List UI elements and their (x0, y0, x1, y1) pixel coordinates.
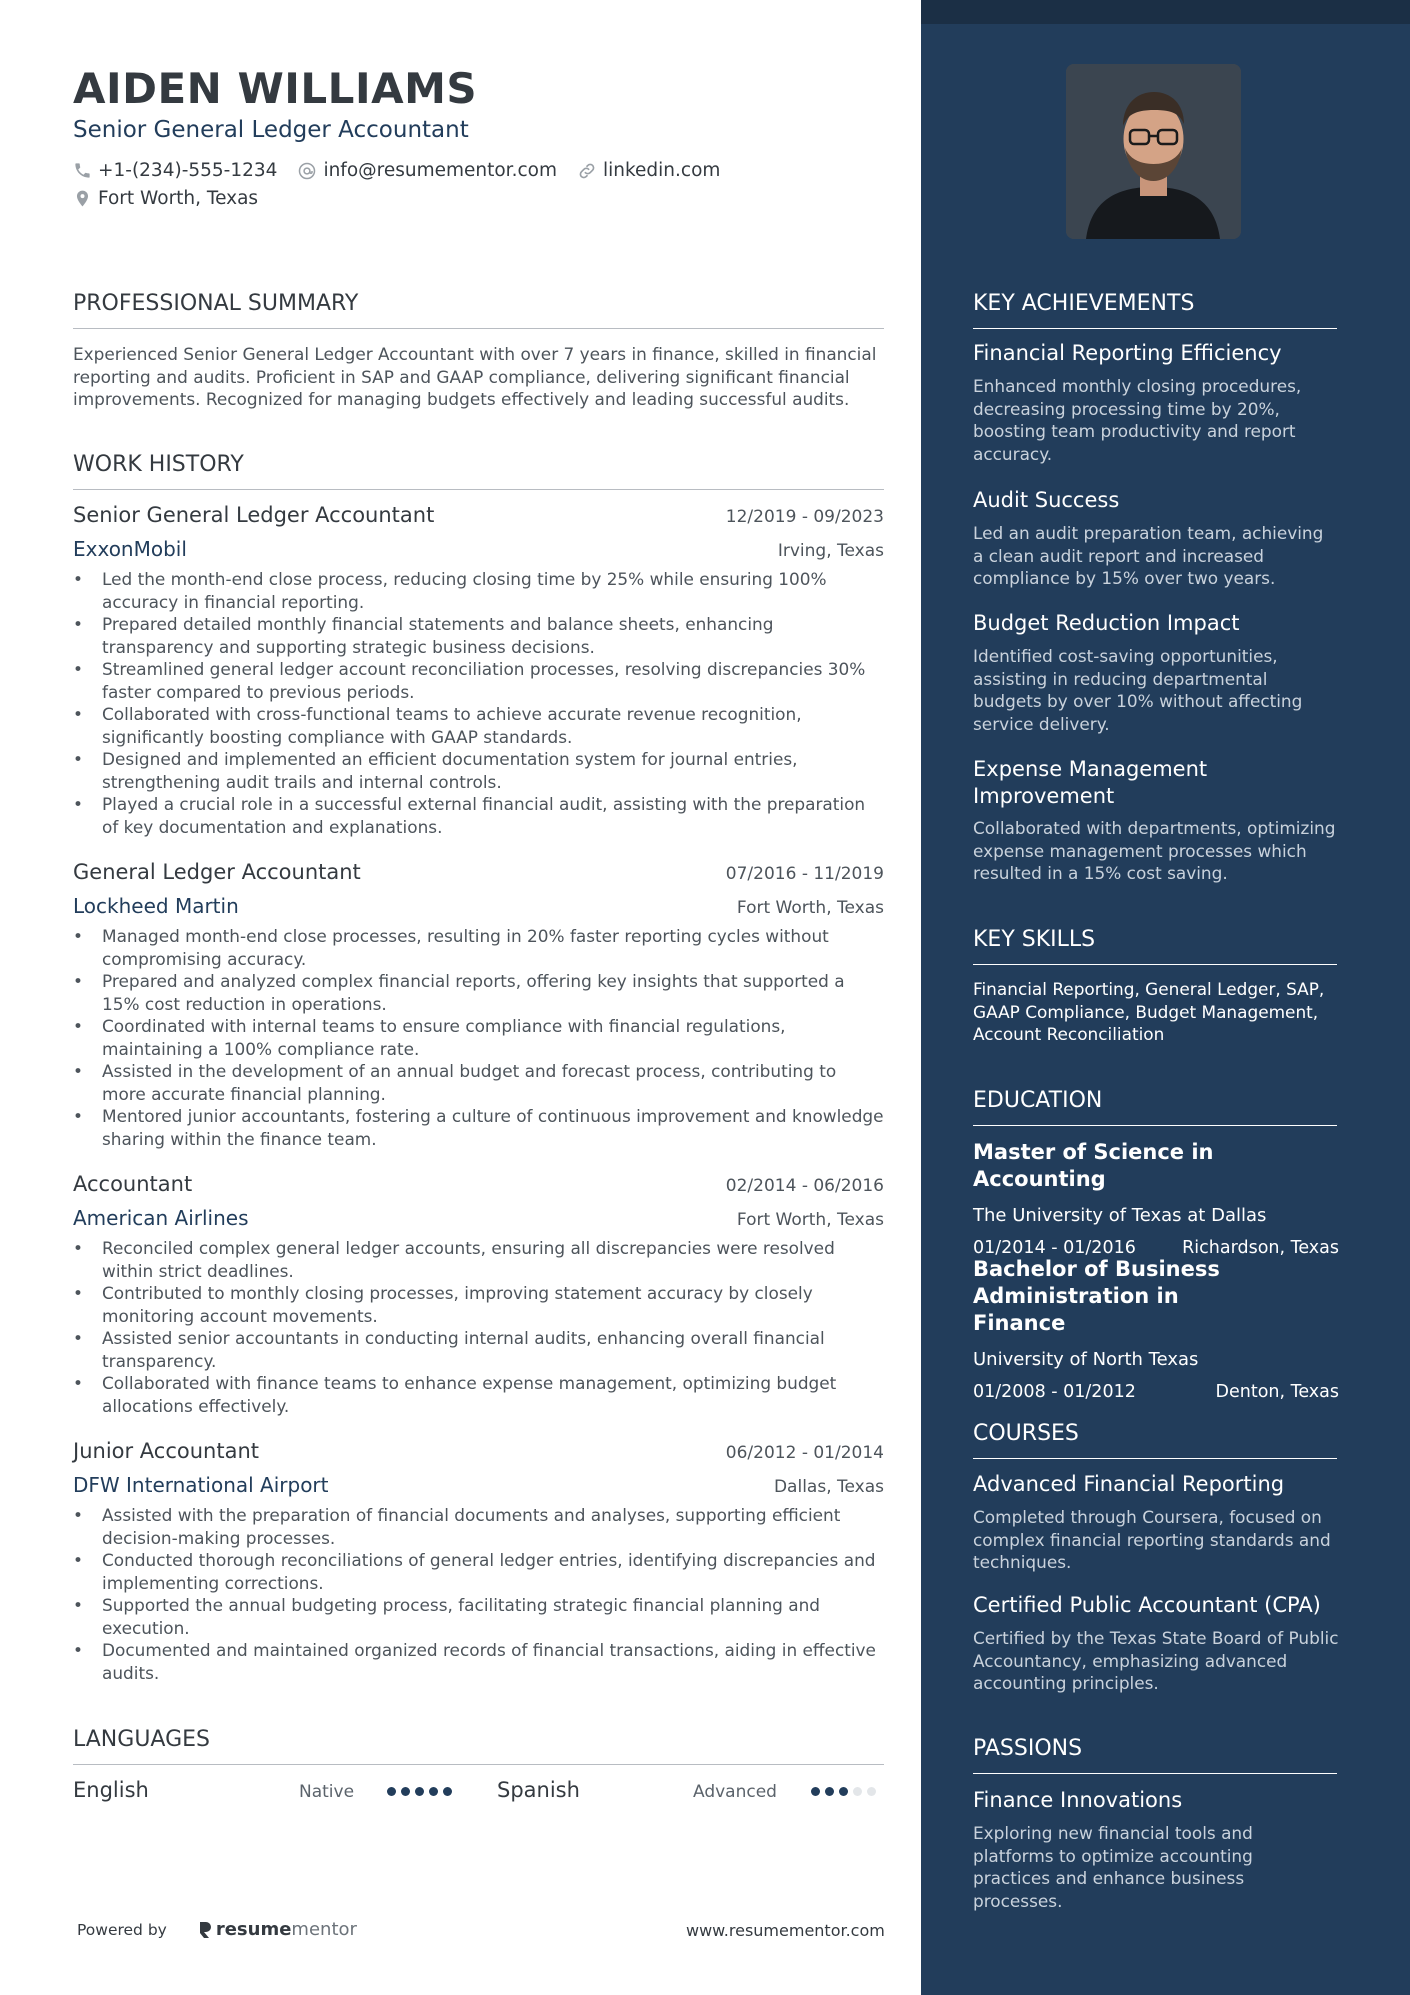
achievement-text: Enhanced monthly closing procedures, decreasing processing time by 20%, boosting team productivity and report accuracy. (973, 376, 1302, 464)
job-bullet: • Assisted with the preparation of financial documents and analyses, supporting efficient decision-making processes. (73, 1504, 884, 1549)
candidate-name: AIDEN WILLIAMS (73, 64, 478, 113)
email-text[interactable]: info@resumementor.com (323, 160, 557, 181)
phone-icon (73, 161, 92, 180)
job-location: Dallas, Texas (773, 1477, 884, 1497)
job-company: DFW International Airport (73, 1473, 329, 1497)
job-bullets (73, 1237, 884, 1417)
job-title: General Ledger Accountant (73, 860, 361, 884)
rating-dot-filled (811, 1787, 820, 1796)
contact-linkedin[interactable] (577, 160, 720, 181)
achievement-title: Audit Success (973, 488, 1120, 512)
linkedin-text[interactable]: linkedin.com (602, 160, 721, 181)
phone-text: +1-(234)-555-1234 (98, 160, 278, 181)
education-degree: Master of Science in Accounting (973, 1140, 1214, 1191)
job-bullet: • Contributed to monthly closing processes, improving statement accuracy by closely monitoring account movements. (73, 1282, 884, 1327)
job-dates: 12/2019 - 09/2023 (725, 507, 884, 527)
courses-heading: COURSES (973, 1421, 1337, 1459)
avatar-icon (1066, 64, 1241, 239)
job-title: Junior Accountant (73, 1439, 260, 1463)
rating-dot-filled (429, 1787, 438, 1796)
job-bullet: • Collaborated with finance teams to enhance expense management, optimizing budget allocations effectively. (73, 1372, 884, 1417)
passion-text: Exploring new financial tools and platforms to optimize accounting practices and enhance business processes. (973, 1823, 1253, 1911)
job-bullet: • Prepared detailed monthly financial statements and balance sheets, enhancing transparency and supporting strategic business decisions. (73, 613, 884, 658)
job-dates: 06/2012 - 01/2014 (725, 1443, 884, 1463)
contact-phone (73, 160, 277, 181)
achievement-item (973, 340, 1339, 465)
rating-dot-filled (415, 1787, 424, 1796)
language-name: English (73, 1778, 149, 1802)
education-item (973, 1139, 1339, 1258)
rating-dot-filled (443, 1787, 452, 1796)
job-bullet: • Assisted senior accountants in conducting internal audits, enhancing overall financial transparency. (73, 1327, 884, 1372)
education-location: Denton, Texas (1215, 1382, 1339, 1402)
achievement-title: Financial Reporting Efficiency (973, 341, 1282, 365)
job-bullet: • Conducted thorough reconciliations of general ledger entries, identifying discrepancies and implementing corrections. (73, 1549, 884, 1594)
job-company: Lockheed Martin (73, 894, 239, 918)
job-location: Fort Worth, Texas (736, 1210, 884, 1230)
job-bullet: • Prepared and analyzed complex financial reports, offering key insights that supported a 15% cost reduction in operations. (73, 970, 884, 1015)
logo-light: mentor (291, 1919, 357, 1940)
achievements-heading: KEY ACHIEVEMENTS (973, 291, 1337, 329)
job-entry (73, 1439, 884, 1684)
job-entry (73, 1172, 884, 1417)
powered-by-text: Powered by (77, 1920, 167, 1939)
rating-dot-filled (387, 1787, 396, 1796)
job-bullet: • Coordinated with internal teams to ensure compliance with financial regulations, maintaining a 100% compliance rate. (73, 1015, 884, 1060)
footer-powered (77, 1919, 357, 1940)
candidate-title: Senior General Ledger Accountant (73, 117, 469, 143)
work-history-heading: WORK HISTORY (73, 452, 884, 490)
achievement-text: Identified cost-saving opportunities, assisting in reducing departmental budgets by over 10% without affecting service delivery. (973, 646, 1303, 734)
at-icon (297, 161, 317, 181)
job-location: Irving, Texas (777, 541, 884, 561)
rating-dot-empty (867, 1787, 876, 1796)
job-bullet: • Supported the annual budgeting process, facilitating strategic financial planning and execution. (73, 1594, 884, 1639)
passion-item (973, 1787, 1339, 1912)
education-dates: 01/2014 - 01/2016 (973, 1238, 1136, 1258)
job-location: Fort Worth, Texas (736, 898, 884, 918)
job-company: ExxonMobil (73, 537, 187, 561)
job-title: Accountant (73, 1172, 193, 1196)
language-name: Spanish (497, 1778, 580, 1802)
languages-heading: LANGUAGES (73, 1727, 884, 1765)
course-item (973, 1592, 1339, 1695)
achievement-title: Budget Reduction Impact (973, 611, 1240, 635)
job-bullet: • Assisted in the development of an annual budget and forecast process, contributing to more accurate financial planning. (73, 1060, 884, 1105)
summary-heading: PROFESSIONAL SUMMARY (73, 291, 884, 329)
education-location: Richardson, Texas (1182, 1238, 1339, 1258)
passions-heading: PASSIONS (973, 1736, 1337, 1774)
job-bullets (73, 925, 884, 1150)
passion-title: Finance Innovations (973, 1788, 1183, 1812)
job-bullet: • Reconciled complex general ledger accounts, ensuring all discrepancies were resolved within strict deadlines. (73, 1237, 884, 1282)
education-school: University of North Texas (973, 1349, 1199, 1370)
education-degree: Bachelor of Business Administration in Finance (973, 1257, 1220, 1335)
job-bullet: • Played a crucial role in a successful external financial audit, assisting with the preparation of key documentation and explanations. (73, 793, 884, 838)
job-dates: 07/2016 - 11/2019 (725, 864, 884, 884)
job-entry (73, 503, 884, 838)
course-title: Certified Public Accountant (CPA) (973, 1593, 1321, 1617)
job-dates: 02/2014 - 06/2016 (725, 1176, 884, 1196)
skills-heading: KEY SKILLS (973, 927, 1337, 965)
rating-dot-filled (839, 1787, 848, 1796)
logo-mark-icon (197, 1920, 213, 1940)
achievement-title: Expense Management Improvement (973, 757, 1208, 808)
education-school: The University of Texas at Dallas (973, 1205, 1267, 1226)
job-entry (73, 860, 884, 1150)
contact-row (73, 160, 740, 181)
job-bullets (73, 1504, 884, 1684)
logo-bold: resume (215, 1919, 292, 1940)
job-bullet: • Led the month-end close process, reducing closing time by 25% while ensuring 100% accuracy in financial reporting. (73, 568, 884, 613)
skills-text: Financial Reporting, General Ledger, SAP, GAAP Compliance, Budget Management, Account Reconciliation (973, 979, 1325, 1044)
contact-email[interactable] (297, 160, 557, 181)
sidebar-top-bar (921, 0, 1410, 24)
course-text: Completed through Coursera, focused on complex financial reporting standards and techniques. (973, 1507, 1331, 1572)
education-dates: 01/2008 - 01/2012 (973, 1382, 1136, 1402)
rating-dot-filled (825, 1787, 834, 1796)
course-item (973, 1471, 1339, 1574)
link-icon (577, 161, 597, 181)
achievement-item (973, 756, 1233, 810)
location-pin-icon (73, 188, 92, 209)
job-bullet: • Mentored junior accountants, fostering a culture of continuous improvement and knowledge sharing within the finance team. (73, 1105, 884, 1150)
language-level: Advanced (693, 1782, 777, 1802)
contact-location (73, 188, 278, 209)
course-title: Advanced Financial Reporting (973, 1472, 1285, 1496)
summary-text: Experienced Senior General Ledger Accountant with over 7 years in finance, skilled in financial reporting and audits. Proficient in SAP and GAAP compliance, delivering significant financial improvements. Recognized for managing budgets effectively and leading successful audits. (73, 344, 877, 409)
contact-location-item (73, 188, 258, 209)
language-level: Native (299, 1782, 355, 1802)
achievement-item-text (973, 817, 1339, 885)
course-text: Certified by the Texas State Board of Public Accountancy, emphasizing advanced accounting principles. (973, 1628, 1339, 1693)
resumementor-logo[interactable] (197, 1919, 357, 1940)
location-text: Fort Worth, Texas (98, 188, 259, 209)
education-heading: EDUCATION (973, 1088, 1337, 1126)
achievement-item (973, 610, 1339, 735)
footer-website[interactable]: www.resumementor.com (686, 1921, 885, 1940)
rating-dot-empty (853, 1787, 862, 1796)
education-item (973, 1256, 1339, 1402)
achievement-text: Collaborated with departments, optimizing expense management processes which resulted in a 15% cost saving. (973, 818, 1336, 883)
job-bullet: • Collaborated with cross-functional teams to achieve accurate revenue recognition, significantly boosting compliance with GAAP standards. (73, 703, 884, 748)
achievement-item (973, 487, 1339, 590)
achievement-text: Led an audit preparation team, achieving a clean audit report and increased compliance by 15% over two years. (973, 523, 1324, 588)
job-bullet: • Streamlined general ledger account reconciliation processes, resolving discrepancies 30% faster compared to previous periods. (73, 658, 884, 703)
job-bullets (73, 568, 884, 838)
profile-photo (1066, 64, 1241, 239)
language-rating (811, 1787, 881, 1796)
job-title: Senior General Ledger Accountant (73, 503, 435, 527)
job-bullet: • Documented and maintained organized records of financial transactions, aiding in effective audits. (73, 1639, 884, 1684)
language-rating (387, 1787, 457, 1796)
rating-dot-filled (401, 1787, 410, 1796)
job-bullet: • Managed month-end close processes, resulting in 20% faster reporting cycles without compromising accuracy. (73, 925, 884, 970)
job-company: American Airlines (73, 1206, 249, 1230)
languages-row (73, 1778, 884, 1808)
job-bullet: • Designed and implemented an efficient documentation system for journal entries, strengthening audit trails and internal controls. (73, 748, 884, 793)
